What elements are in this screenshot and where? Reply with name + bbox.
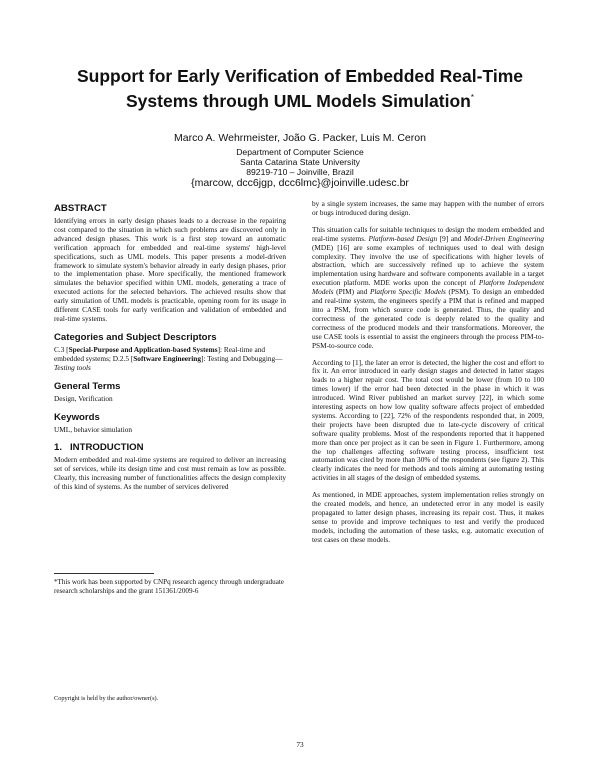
footnote — [54, 573, 286, 595]
general-terms-text: Design, Verification — [54, 393, 113, 403]
categories-text: C.3 [Special-Purpose and Application-based Systems]: Real-time and embedded systems; D.2.5 [Software Engineering]: Testing and Debugging—Testing tools — [54, 344, 283, 372]
abstract-text: Identifying errors in early design phases leads to a decrease in the repairing cost compared to the situation in which such problems are discovered only in advanced design phases. This work is a first step toward an automatic verification approach for embedded and real-time systems' high-level specifications, such as UML models. This paper presents a model-driven framework to simulate system's behavior already in early design phases, prior to the implementation phase. More specifically, the mentioned framework simulates the behavior specified within UML models, generating a trace of executed actions for the selected behaviors. The achieved results show that early simulation of UML models is practicable, opening room for its usage in different CASE tools for early verification and validation of embedded and real-time systems. — [54, 216, 286, 323]
keywords-heading: Keywords — [54, 411, 100, 423]
copyright-notice: Copyright is held by the author/owner(s). — [54, 695, 159, 702]
paragraph-4: As mentioned, in MDE approaches, system implementation relies strongly on the created models, and hence, an undetected error in any model is easily propagated to latter design phases, increasing its repair cost. Thus, it makes sense to provide and improve techniques to test and verify the produced models, including the automation of these tasks, e.g. automatic execution of test cases on these models. — [312, 490, 544, 544]
footnote-text: *This work has been supported by CNPq research agency through undergraduate research scholarships and the grant 151361/2009-6 — [54, 578, 284, 595]
university: Santa Catarina State University — [240, 157, 360, 167]
left-column — [54, 203, 286, 500]
department: Department of Computer Science — [236, 147, 364, 157]
paper-title — [40, 66, 560, 112]
paragraph-3: According to [1], the later an error is detected, the higher the cost and effort to fix it. An error introduced in early design stages and detected in latter stages leads to a higher repair cost. The total cost would be lower (from 10 to 100 times lower) if the error had been detected in the phase in which it was introduced. Wind River published an market survey [22], in which some interesting aspects on how low quality software affects project of embedded systems. According to [22], 72% of the respondents responded that, in 2009, their projects have been disrupted due to late-cycle discovery of critical software quality problems. Most of the respondents reported that it happened more than once per project as it can be seen in Figure 1. Furthermore, among the top challenges affecting software testing process, insufficient test automation was cited by more than 30% of the respondents (see figure 2). This clearly indicates the need for methods and tools aiming at automating testing activities in all stages of the design of embedded systems. — [312, 357, 544, 483]
right-column — [312, 200, 544, 553]
title-line-2: Systems through UML Models Simulation — [126, 90, 471, 111]
introduction-text: Modern embedded and real-time systems are required to deliver an increasing set of services, while its design time and cost must remain as low as possible. Clearly, this increasing number of functionalities affects the design complexity of this kind of systems. As the number of services delivered — [54, 455, 286, 492]
abstract-heading: ABSTRACT — [54, 203, 107, 214]
introduction-heading: 1. INTRODUCTION — [54, 442, 144, 454]
author-emails: {marcow, dcc6jgp, dcc6lmc}@joinville.udesc.br — [191, 177, 409, 189]
general-terms-heading: General Terms — [54, 380, 121, 392]
title-line-1: Support for Early Verification of Embedded Real-Time — [76, 66, 523, 86]
title-footnote-mark: * — [470, 93, 474, 102]
categories-heading: Categories and Subject Descriptors — [54, 331, 217, 343]
page-number: 73 — [296, 740, 304, 749]
footnote-rule — [54, 573, 154, 574]
author-list: Marco A. Wehrmeister, João G. Packer, Luis M. Ceron — [174, 132, 426, 144]
keywords-text: UML, behavior simulation — [54, 424, 133, 434]
paragraph-1: by a single system increases, the same may happen with the number of errors or bugs introduced during design. — [312, 199, 544, 217]
affiliation — [100, 147, 500, 189]
paragraph-2: This situation calls for suitable techniques to design the modern embedded and real-time systems. Platform-based Design [9] and Model-Driven Engineering (MDE) [16] are some examples of techniques used to deal with design complexity. They involve the use of specifications with higher levels of abstraction, which are successively refined up to achieve the system implementation using hardware and software components available in a target execution platform. MDE works upon the concept of Platform Independent Models (PIM) and Platform Specific Models (PSM). To design an embedded and real-time system, the engineers specify a PIM that is refined and mapped into a PSM, from which source code is generated. Thus, the quality and correctness of the generated code is deeply related to the quality and correctness of the produced models and their transformations. Moreover, the use CASE tools is essential to assist the engineers through the process PIM-to-PSM-to-source code. — [312, 224, 544, 350]
location: 89219-710 – Joinville, Brazil — [246, 167, 354, 177]
